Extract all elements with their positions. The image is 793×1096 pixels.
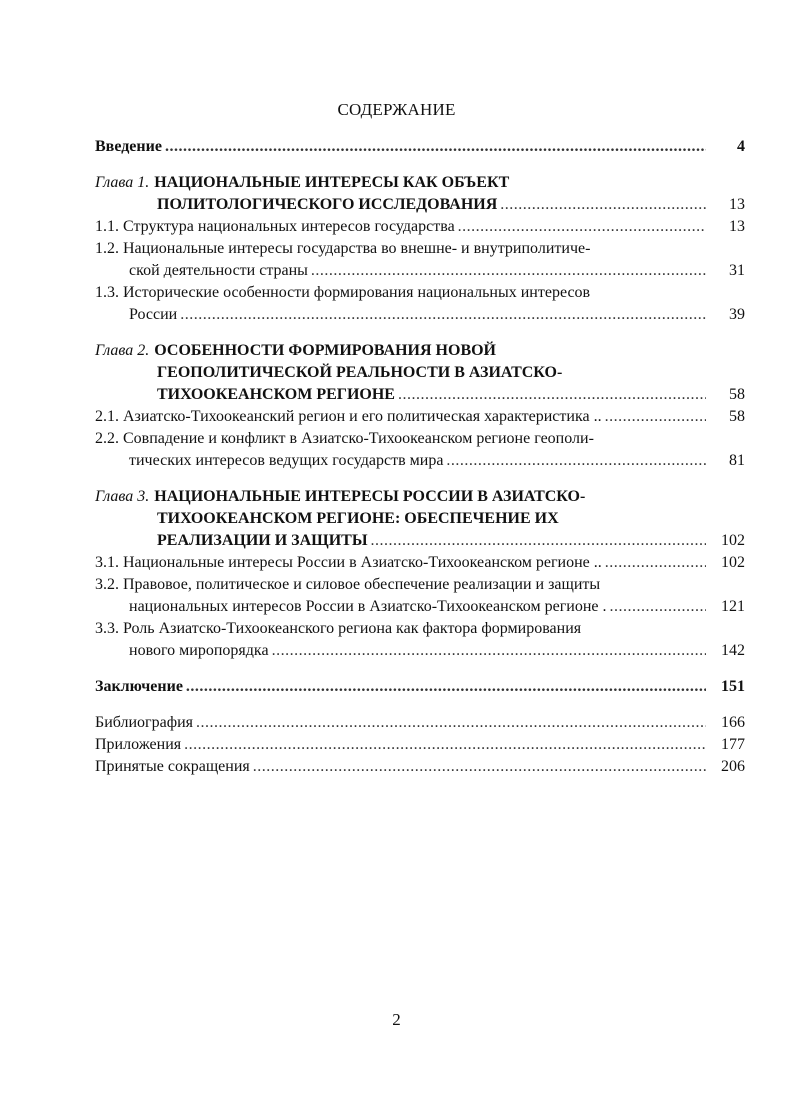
toc-section-3-2	[95, 596, 745, 618]
toc-section-3-3	[95, 640, 745, 662]
chapter-title-line: ТИХООКЕАНСКОМ РЕГИОНЕ	[157, 386, 395, 403]
dot-leader	[605, 552, 706, 574]
toc-section-1-2-line	[95, 238, 745, 260]
dot-leader	[180, 304, 706, 326]
toc-chapter-3-title	[95, 530, 745, 552]
dot-leader	[398, 384, 706, 406]
toc-page-number: 58	[729, 408, 745, 425]
toc-page-number: 13	[729, 196, 745, 213]
toc-section-2-2-line	[95, 428, 745, 450]
toc-section-label: ской деятельности страны	[129, 262, 308, 279]
toc-page-number: 166	[721, 714, 745, 731]
toc-entry-label: Введение	[95, 138, 162, 155]
chapter-prefix: Глава 2.	[95, 342, 150, 359]
chapter-title-line: НАЦИОНАЛЬНЫЕ ИНТЕРЕСЫ РОССИИ В АЗИАТСКО-	[154, 488, 586, 505]
dot-leader	[253, 756, 706, 778]
page-number: 2	[392, 1010, 401, 1029]
chapter-title-line: РЕАЛИЗАЦИИ И ЗАЩИТЫ	[157, 532, 368, 549]
toc-entry-label: Принятые сокращения	[95, 758, 250, 775]
toc-page-number: 58	[729, 386, 745, 403]
toc-page-number: 4	[737, 138, 745, 155]
toc-chapter-3-title-line	[95, 508, 745, 530]
toc-page-number: 13	[729, 218, 745, 235]
toc-chapter-1-title	[95, 194, 745, 216]
chapter-title-line: ТИХООКЕАНСКОМ РЕГИОНЕ: ОБЕСПЕЧЕНИЕ ИХ	[157, 510, 559, 527]
toc-page-number: 102	[721, 532, 745, 549]
dot-leader	[500, 194, 706, 216]
toc-section-2-2	[95, 450, 745, 472]
dot-leader	[184, 734, 706, 756]
page-title: СОДЕРЖАНИЕ	[337, 100, 456, 119]
toc-section-label: 1.1. Структура национальных интересов государства	[95, 218, 455, 235]
toc-section-label: нового миропорядка	[129, 642, 269, 659]
chapter-title-line: НАЦИОНАЛЬНЫЕ ИНТЕРЕСЫ КАК ОБЪЕКТ	[154, 174, 510, 191]
toc-page-number: 121	[721, 598, 745, 615]
toc-section-label: 1.2. Национальные интересы государства во внешне- и внутриполитиче-	[95, 240, 591, 257]
chapter-prefix: Глава 1.	[95, 174, 150, 191]
toc-entry-label: Приложения	[95, 736, 182, 753]
dot-leader	[609, 596, 706, 618]
toc-section-label: 3.1. Национальные интересы России в Азиатско-Тихоокеанском регионе ..	[95, 554, 602, 571]
dot-leader	[458, 216, 706, 238]
toc-page-number: 31	[729, 262, 745, 279]
toc-entry-appendices	[95, 734, 745, 756]
chapter-title-line: ГЕОПОЛИТИЧЕСКОЙ РЕАЛЬНОСТИ В АЗИАТСКО-	[157, 364, 563, 381]
toc-section-2-1	[95, 406, 745, 428]
toc-chapter-1-heading	[95, 172, 745, 194]
toc-section-3-3-line	[95, 618, 745, 640]
toc-section-label: национальных интересов России в Азиатско-Тихоокеанском регионе .	[129, 598, 607, 615]
toc-entry-introduction	[95, 136, 745, 158]
dot-leader	[371, 530, 706, 552]
dot-leader	[186, 676, 706, 698]
toc-entry-label: Библиография	[95, 714, 193, 731]
toc-section-label: 3.2. Правовое, политическое и силовое обеспечение реализации и защиты	[95, 576, 601, 593]
dot-leader	[165, 136, 706, 158]
toc-chapter-2-title	[95, 384, 745, 406]
toc-section-label: тических интересов ведущих государств мира	[129, 452, 444, 469]
toc-entry-label: Заключение	[95, 678, 183, 695]
toc-entry-abbreviations	[95, 756, 745, 778]
toc-section-1-1	[95, 216, 745, 238]
toc-page-number: 39	[729, 306, 745, 323]
toc-page-number: 102	[721, 554, 745, 571]
toc-page-number: 177	[721, 736, 745, 753]
toc-page-number: 142	[721, 642, 745, 659]
toc-entry-bibliography	[95, 712, 745, 734]
toc-page-number: 151	[721, 678, 745, 695]
toc-section-label: 3.3. Роль Азиатско-Тихоокеанского региона как фактора формирования	[95, 620, 582, 637]
toc-section-label: 2.1. Азиатско-Тихоокеанский регион и его политическая характеристика ..	[95, 408, 602, 425]
toc-section-label: России	[129, 306, 178, 323]
toc-entry-conclusion	[95, 676, 745, 698]
toc-section-1-3-line	[95, 282, 745, 304]
toc-section-1-3	[95, 304, 745, 326]
dot-leader	[272, 640, 706, 662]
table-of-contents	[95, 136, 745, 778]
toc-page-number: 206	[721, 758, 745, 775]
dot-leader	[446, 450, 706, 472]
toc-section-1-2	[95, 260, 745, 282]
dot-leader	[311, 260, 706, 282]
toc-chapter-3-heading	[95, 486, 745, 508]
toc-page-number: 81	[729, 452, 745, 469]
toc-section-3-1	[95, 552, 745, 574]
chapter-title-line: ПОЛИТОЛОГИЧЕСКОГО ИССЛЕДОВАНИЯ	[157, 196, 498, 213]
toc-section-label: 1.3. Исторические особенности формирования национальных интересов	[95, 284, 591, 301]
toc-chapter-2-heading	[95, 340, 745, 362]
toc-section-3-2-line	[95, 574, 745, 596]
chapter-prefix: Глава 3.	[95, 488, 150, 505]
toc-section-label: 2.2. Совпадение и конфликт в Азиатско-Тихоокеанском регионе геополи-	[95, 430, 594, 447]
toc-chapter-2-title-line	[95, 362, 745, 384]
chapter-title-line: ОСОБЕННОСТИ ФОРМИРОВАНИЯ НОВОЙ	[154, 342, 496, 359]
dot-leader	[196, 712, 706, 734]
dot-leader	[605, 406, 706, 428]
